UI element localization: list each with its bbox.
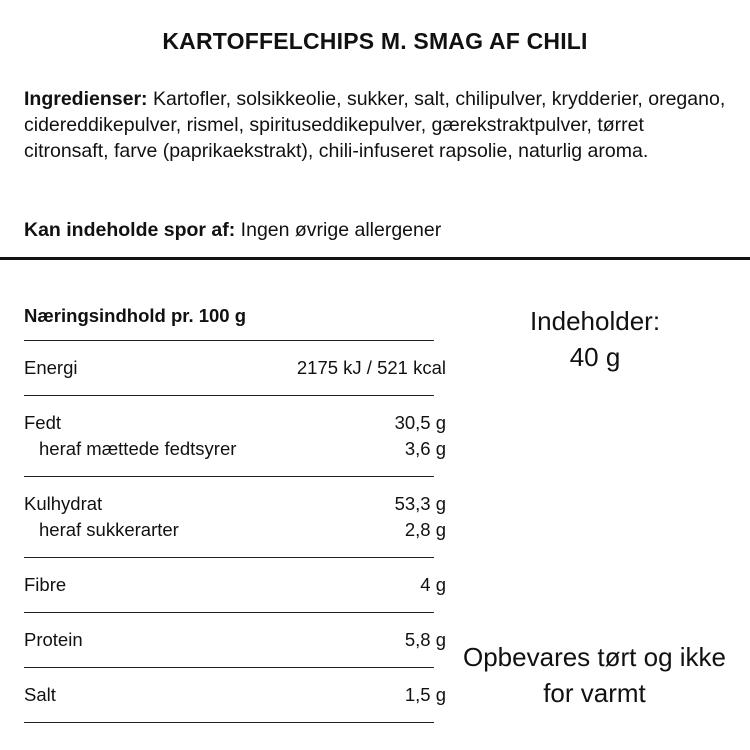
net-contents-label: Indeholder: — [529, 306, 661, 336]
nutrient-value: 30,5 g — [394, 412, 446, 433]
nutrition-row-fibre — [24, 572, 446, 598]
nutrient-label: heraf mættede fedtsyrer — [39, 438, 237, 459]
ingredients-text — [24, 86, 729, 164]
nutrition-group-fibre — [24, 558, 446, 613]
nutrient-label: Fedt — [24, 412, 62, 433]
nutrition-row-fat — [24, 410, 446, 436]
section-divider — [0, 257, 750, 260]
allergens-label: Kan indeholde spor af: — [24, 219, 236, 241]
ingredients-label: Ingredienser: — [24, 88, 148, 110]
nutrient-label: Salt — [24, 684, 56, 705]
product-title: KARTOFFELCHIPS M. SMAG AF CHILI — [162, 28, 588, 54]
nutrient-label: Protein — [24, 629, 83, 650]
nutrition-group-carbohydrate — [24, 477, 446, 558]
nutrient-value: 53,3 g — [394, 493, 446, 514]
nutrition-row-saturated-fat — [24, 436, 446, 462]
nutrition-table — [24, 300, 446, 723]
nutrition-group-salt — [24, 668, 446, 723]
nutrition-row-carbohydrate — [24, 491, 446, 517]
allergens-text — [24, 217, 729, 243]
nutrient-label: Energi — [24, 357, 78, 378]
nutrition-row-energy — [24, 355, 446, 381]
nutrition-row-protein — [24, 627, 446, 653]
nutrition-row-sugars — [24, 517, 446, 543]
nutrition-group-protein — [24, 613, 446, 668]
nutrient-label: Kulhydrat — [24, 493, 103, 514]
nutrition-row-salt — [24, 682, 446, 708]
net-contents-value: 40 g — [569, 342, 621, 372]
nutrient-label: heraf sukkerarter — [39, 519, 179, 540]
nutrient-label: Fibre — [24, 574, 67, 595]
nutrient-value: 2,8 g — [404, 519, 446, 540]
nutrient-value: 3,6 g — [404, 438, 446, 459]
nutrient-value: 1,5 g — [404, 684, 446, 705]
nutrition-group-fat — [24, 396, 446, 477]
nutrient-value: 5,8 g — [404, 629, 446, 650]
allergens-value: Ingen øvrige allergener — [235, 219, 442, 241]
nutrition-group-energy — [24, 341, 446, 396]
storage-instructions: Opbevares tørt og ikke for varmt — [463, 642, 726, 708]
net-contents — [470, 303, 720, 375]
ingredients-list: Kartofler, solsikkeolie, sukker, salt, chilipulver, krydderier, oregano, cidereddikepulver, rismel, spirituseddikepulver, gærekstraktpulver, tørret citronsaft, farve (paprikaekstrakt), chili-infuseret rapsolie, naturlig aroma. — [24, 88, 726, 162]
nutrition-heading: Næringsindhold pr. 100 g — [24, 300, 434, 341]
nutrient-value: 2175 kJ / 521 kcal — [296, 357, 446, 378]
nutrient-value: 4 g — [420, 574, 446, 595]
